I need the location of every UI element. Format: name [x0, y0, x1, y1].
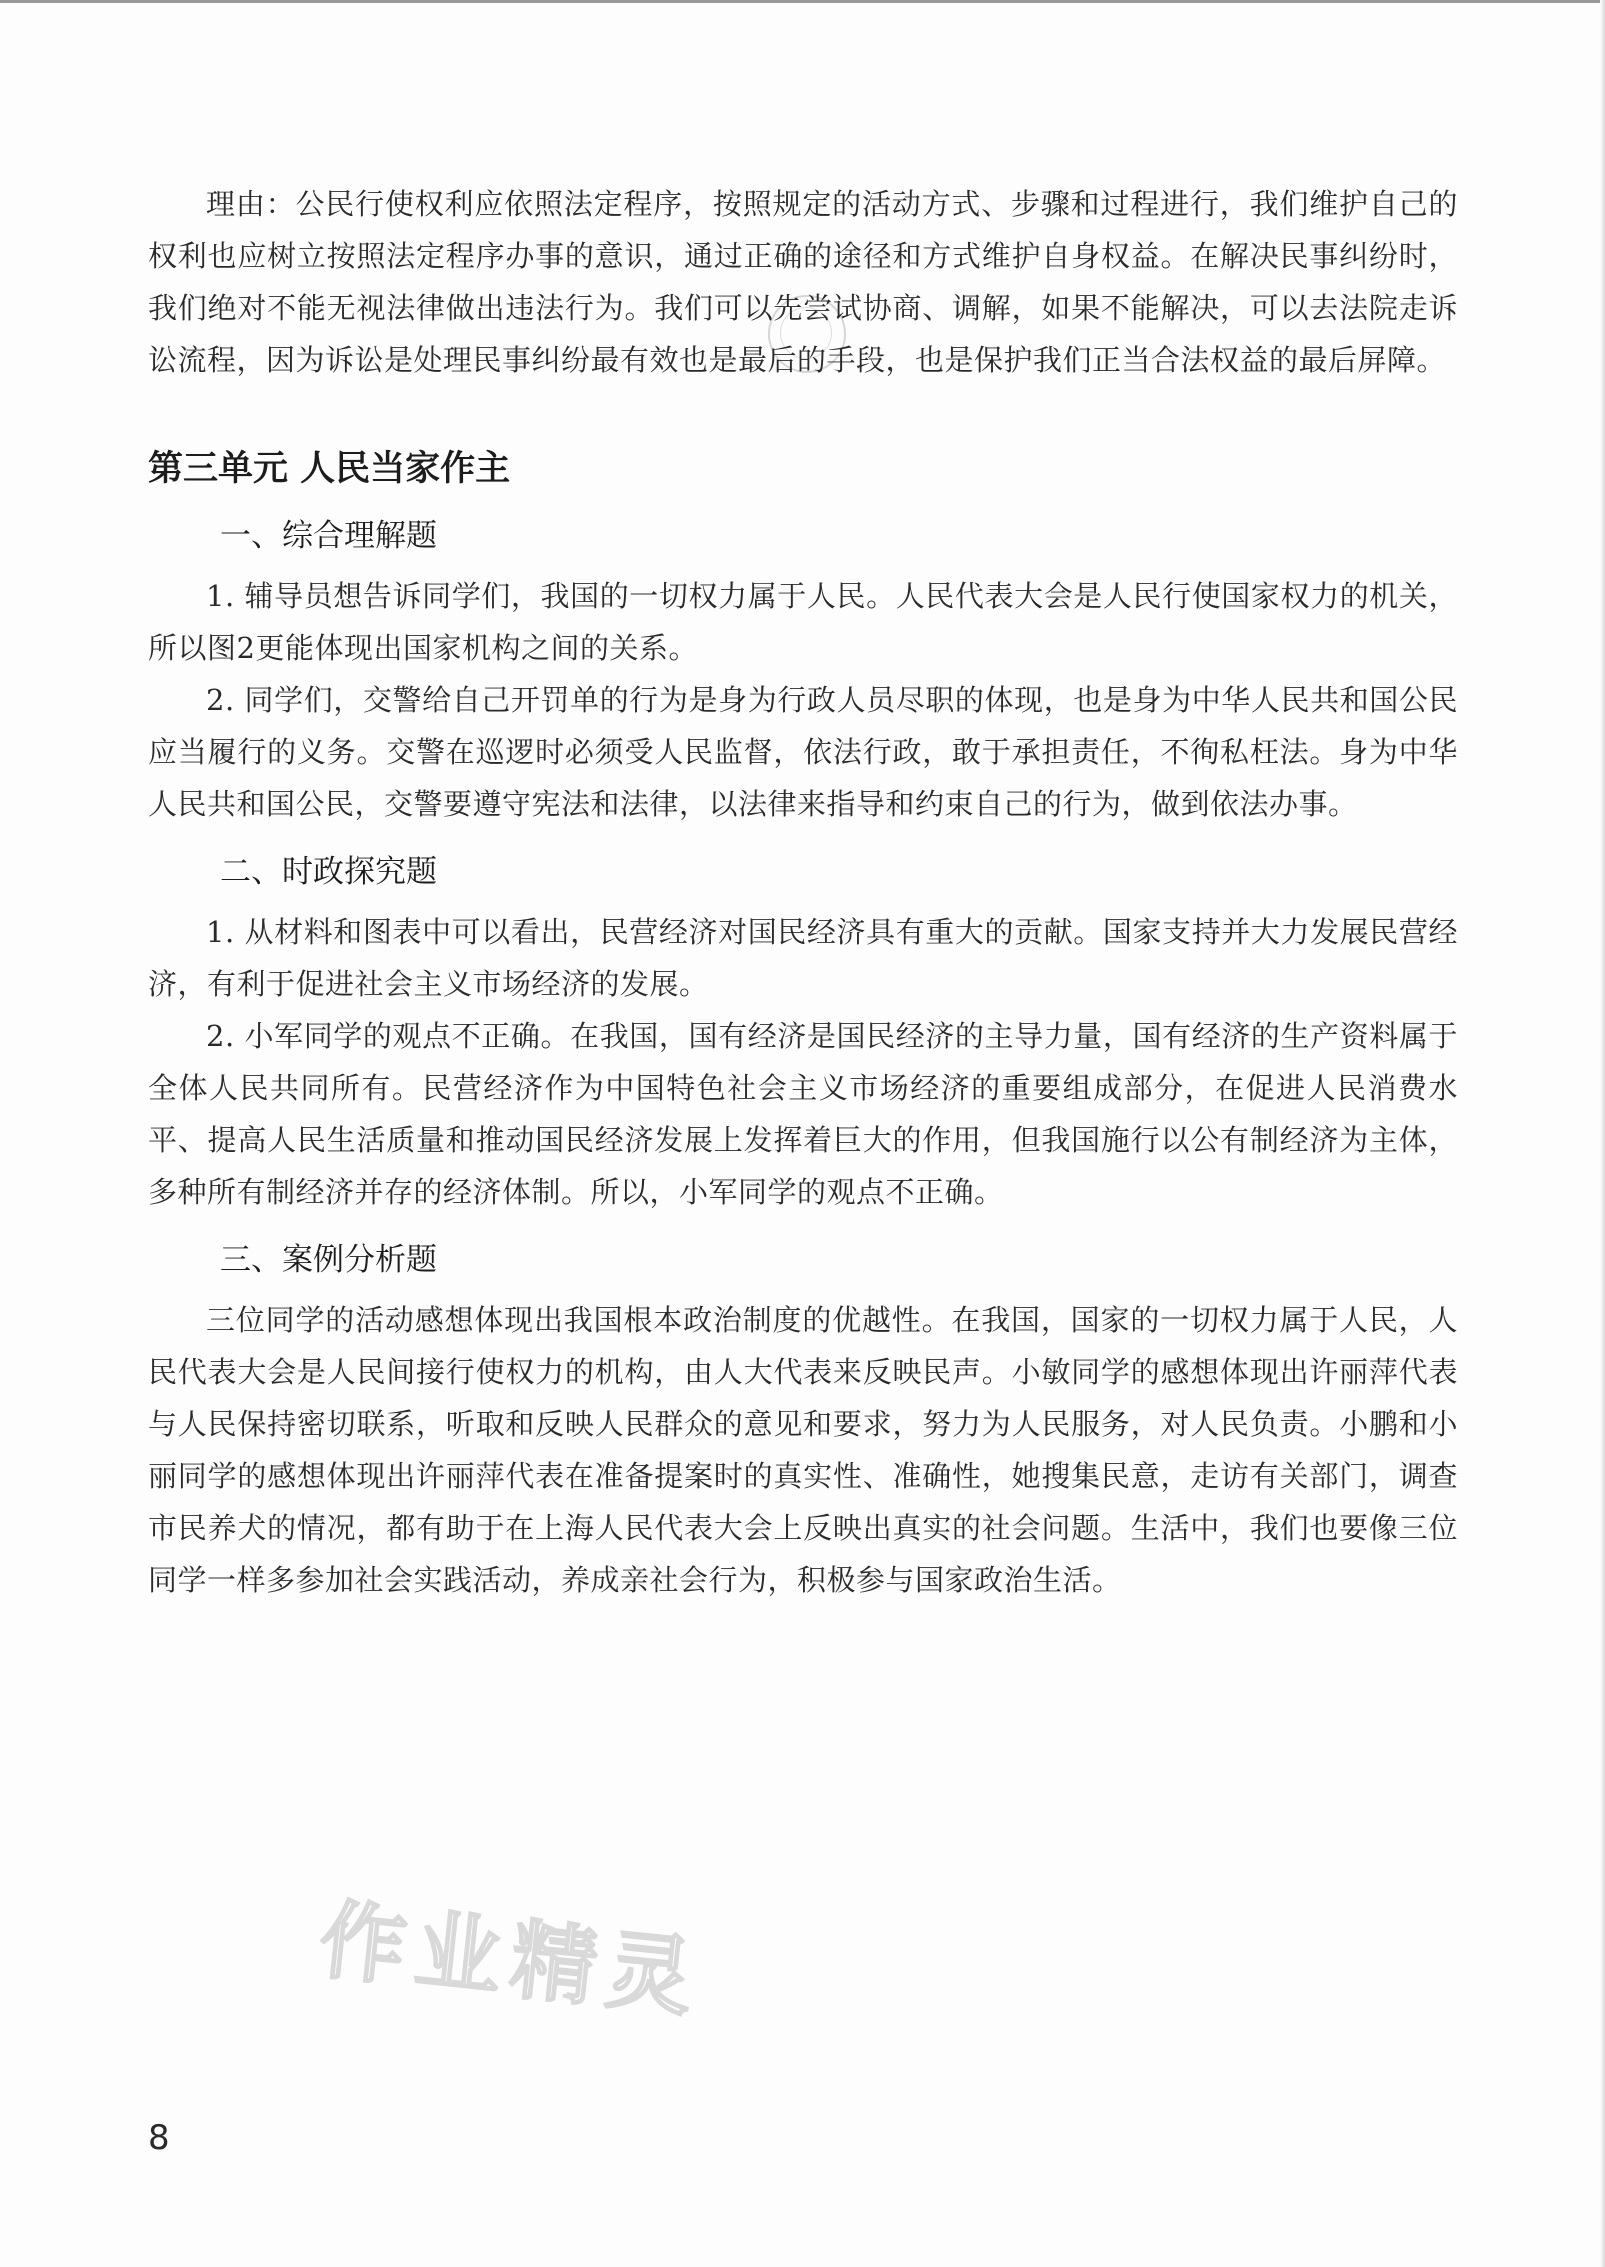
page-top-edge: [0, 0, 1605, 3]
section-1-paragraph-2: 2. 同学们，交警给自己开罚单的行为是身为行政人员尽职的体现，也是身为中华人民共和国公民应当履行的义务。交警在巡逻时必须受人民监督，依法行政，敢于承担责任，不徇私枉法。身为中华人民共和国公民，交警要遵守宪法和法律，以法律来指导和约束自己的行为，做到依法办事。: [148, 683, 1458, 821]
section-title-3: 三、案例分析题: [220, 1242, 437, 1278]
section-3-paragraph-1: 三位同学的活动感想体现出我国根本政治制度的优越性。在我国，国家的一切权力属于人民，人民代表大会是人民间接行使权力的机构，由人大代表来反映民声。小敏同学的感想体现出许丽萍代表与人民保持密切联系，听取和反映人民群众的意见和要求，努力为人民服务，对人民负责。小鹏和小丽同学的感想体现出许丽萍代表在准备提案时的真实性、准确性，她搜集民意，走访有关部门，调查市民养犬的情况，都有助于在上海人民代表大会上反映出真实的社会问题。生活中，我们也要像三位同学一样多参加社会实践活动，养成亲社会行为，积极参与国家政治生活。: [148, 1303, 1458, 1597]
unit-title: 第三单元 人民当家作主: [148, 449, 511, 489]
page-right-edge: [1600, 0, 1605, 2267]
watermark-text: 作业精灵: [314, 1890, 708, 2030]
intro-paragraph: 理由：公民行使权利应依照法定程序，按照规定的活动方式、步骤和过程进行，我们维护自己的权利也应树立按照法定程序办事的意识，通过正确的途径和方式维护自身权益。在解决民事纠纷时，我们绝对不能无视法律做出违法行为。我们可以先尝试协商、调解，如果不能解决，可以去法院走诉讼流程，因为诉讼是处理民事纠纷最有效也是最后的手段，也是保护我们正当合法权益的最后屏障。: [148, 187, 1458, 377]
page-number: 8: [148, 2118, 170, 2158]
section-1-paragraph-1: 1. 辅导员想告诉同学们，我国的一切权力属于人民。人民代表大会是人民行使国家权力的机关，所以图2更能体现出国家机构之间的关系。: [148, 579, 1458, 665]
section-title-1: 一、综合理解题: [220, 518, 437, 554]
section-2-paragraph-2: 2. 小军同学的观点不正确。在我国，国有经济是国民经济的主导力量，国有经济的生产资料属于全体人民共同所有。民营经济作为中国特色社会主义市场经济的重要组成部分，在促进人民消费水平、提高人民生活质量和推动国民经济发展上发挥着巨大的作用，但我国施行以公有制经济为主体，多种所有制经济并存的经济体制。所以，小军同学的观点不正确。: [148, 1019, 1458, 1209]
section-2-paragraph-1: 1. 从材料和图表中可以看出，民营经济对国民经济具有重大的贡献。国家支持并大力发展民营经济，有利于促进社会主义市场经济的发展。: [148, 915, 1458, 1001]
section-title-2: 二、时政探究题: [220, 854, 437, 890]
page-content: [148, 178, 1458, 1606]
